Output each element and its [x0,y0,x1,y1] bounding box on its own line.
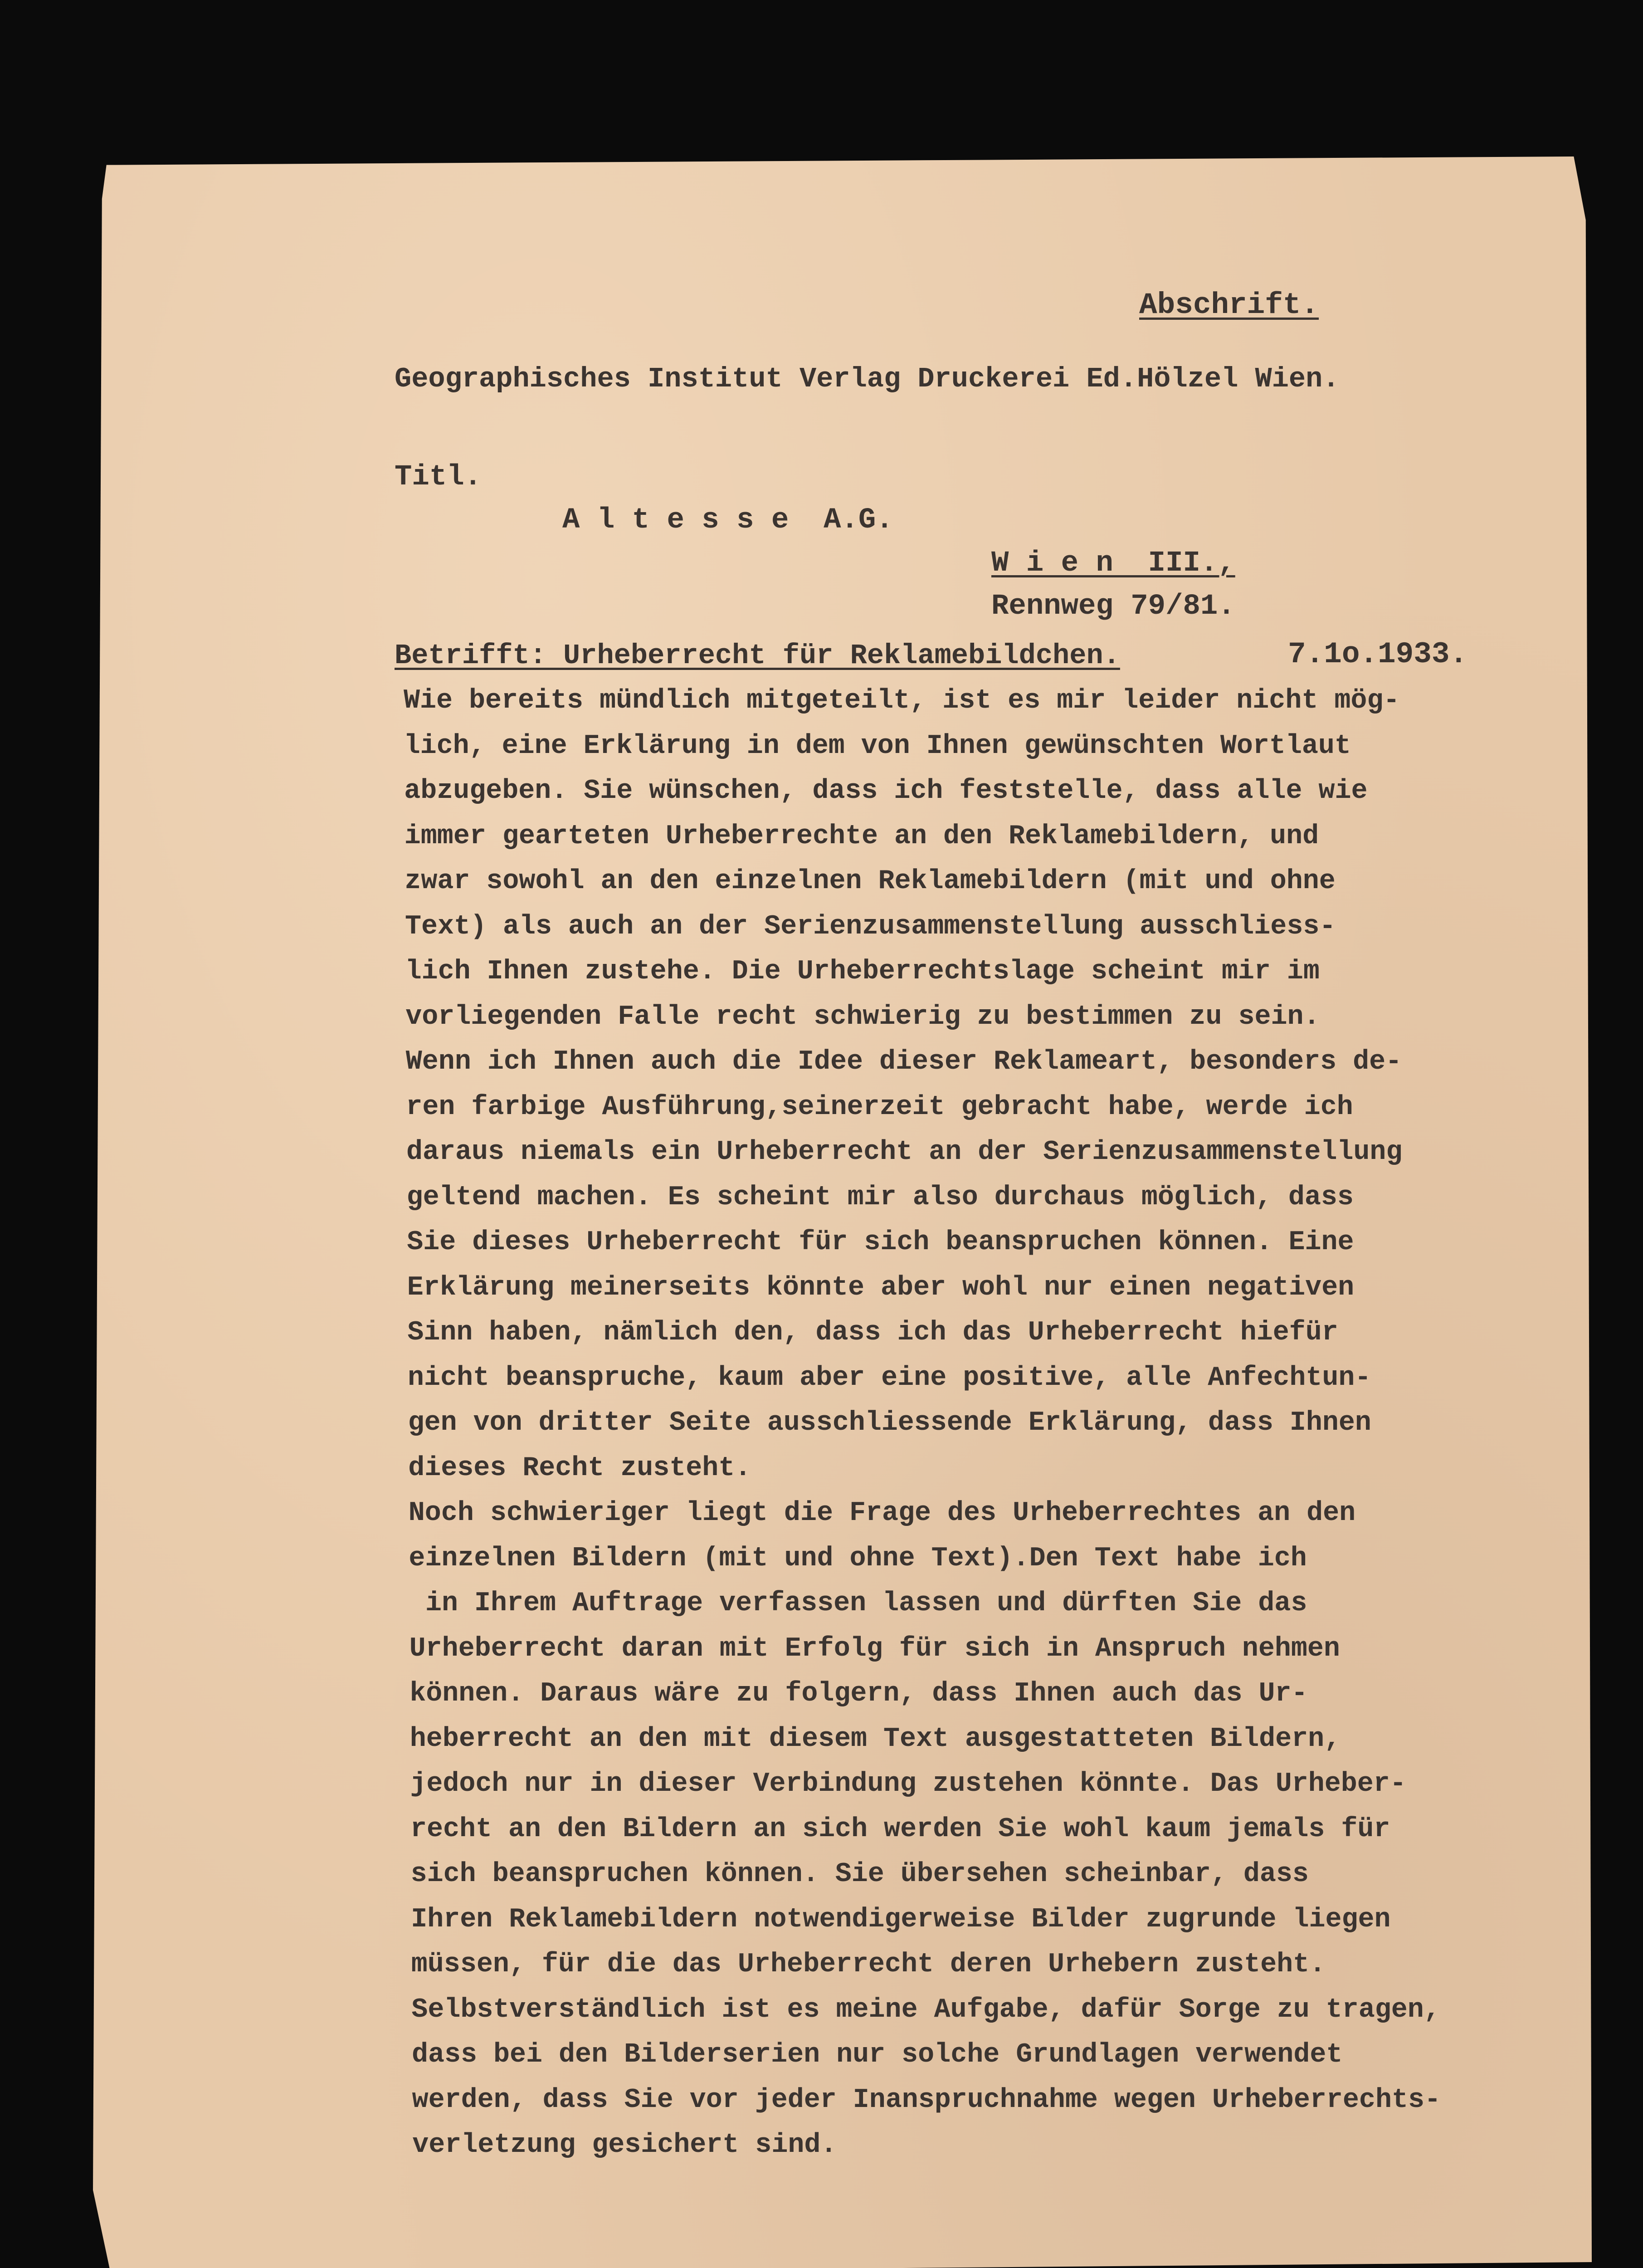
body-line: müssen, für die das Urheberrecht deren Urhebern zusteht. [411,1949,1326,1980]
body-line: Sie dieses Urheberrecht für sich beanspruchen können. Eine [407,1227,1354,1258]
body-line: nicht beanspruche, kaum aber eine positive, alle Anfechtun- [408,1362,1371,1393]
body-line: abzugeben. Sie wünschen, dass ich feststelle, dass alle wie [404,776,1368,807]
body-line: Selbstverständlich ist es meine Aufgabe, dafür Sorge zu tragen, [411,1994,1440,2025]
body-line: recht an den Bildern an sich werden Sie wohl kaum jemals für [410,1813,1390,1845]
body-line: dass bei den Bilderserien nur solche Grundlagen verwendet [412,2039,1343,2070]
copy-marker: Abschrift. [1139,288,1319,322]
body-line: Erklärung meinerseits könnte aber wohl nur einen negativen [407,1272,1355,1303]
body-line: lich, eine Erklärung in dem von Ihnen gewünschten Wortlaut [404,730,1351,762]
body-line: jedoch nur in dieser Verbindung zustehen könnte. Das Urheber- [410,1769,1406,1799]
body-line: in Ihrem Auftrage verfassen lassen und dürften Sie das [409,1588,1307,1619]
body-line: Wie bereits mündlich mitgeteilt, ist es mir leider nicht mög- [404,685,1400,716]
body-line: Ihren Reklamebildern notwendigerweise Bilder zugrunde liegen [411,1904,1391,1935]
body-line: sich beanspruchen können. Sie übersehen scheinbar, dass [410,1859,1309,1890]
salutation: Titl. [395,461,482,494]
recipient-city: W i e n III., [991,547,1235,580]
letter-date: 7.1o.1933. [1288,637,1468,671]
body-line: zwar sowohl an den einzelnen Reklamebildern (mit und ohne [405,866,1336,897]
body-line: Noch schwieriger liegt die Frage des Urheberrechtes an den [408,1498,1356,1529]
body-line: Text) als auch an der Serienzusammenstellung ausschliess- [405,911,1336,942]
recipient-street: Rennweg 79/81. [991,590,1235,623]
body-line: lich Ihnen zustehe. Die Urheberrechtslage scheint mir im [405,956,1320,987]
body-line: werden, dass Sie vor jeder Inanspruchnahme wegen Urheberrechts- [412,2084,1441,2116]
sender-line: Geographisches Institut Verlag Druckerei Ed.Hölzel Wien. [395,363,1340,395]
body-line: vorliegenden Falle recht schwierig zu bestimmen zu sein. [405,1001,1320,1032]
body-line: verletzung gesichert sind. [412,2130,837,2160]
body-line: können. Daraus wäre zu folgern, dass Ihnen auch das Ur- [410,1678,1308,1709]
body-line: geltend machen. Es scheint mir also durchaus möglich, dass [406,1182,1354,1213]
body-line: gen von dritter Seite ausschliessende Erklärung, dass Ihnen [408,1408,1371,1438]
recipient-company: A l t e s s e A.G. [562,504,893,537]
body-line: daraus niemals ein Urheberrecht an der Serienzusammenstellung [406,1137,1403,1168]
subject-line: Betrifft: Urheberrecht für Reklamebildchen. [395,640,1120,672]
body-line: dieses Recht zusteht. [408,1452,751,1484]
body-line: Urheberrecht daran mit Erfolg für sich in Anspruch nehmen [409,1633,1340,1664]
body-line: immer gearteten Urheberrechte an den Reklamebildern, und [404,821,1319,852]
body-line: ren farbige Ausführung,seinerzeit gebracht habe, werde ich [406,1091,1353,1123]
body-line: Wenn ich Ihnen auch die Idee dieser Reklameart, besonders de- [405,1046,1402,1077]
body-line: Sinn haben, nämlich den, dass ich das Urheberrecht hiefür [407,1317,1338,1348]
body-line: heberrecht an den mit diesem Text ausgestatteten Bildern, [410,1723,1341,1755]
body-line: einzelnen Bildern (mit und ohne Text).Den Text habe ich [409,1543,1307,1574]
